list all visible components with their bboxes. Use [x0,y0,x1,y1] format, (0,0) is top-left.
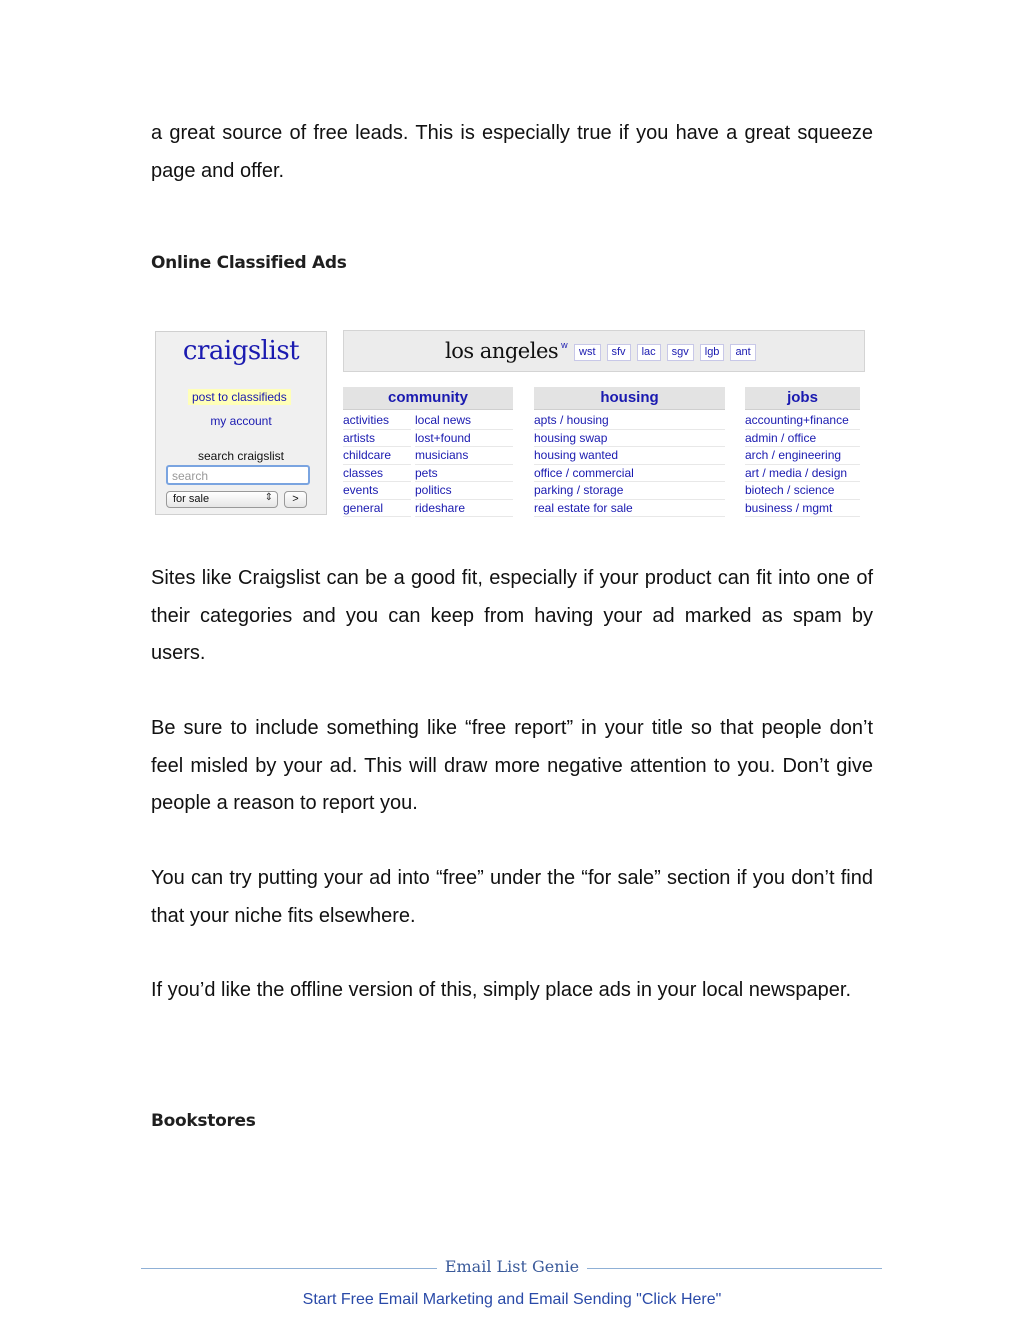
subarea-tab-wst[interactable]: wst [574,344,601,361]
craigslist-city-bar [343,330,865,372]
link-real-estate[interactable]: real estate for sale [534,500,725,518]
link-general[interactable]: general [343,500,411,518]
paragraph-free-section: You can try putting your ad into “free” under the “for sale” section if you don’t find that your niche fits elsewhere. [151,867,873,927]
subarea-tab-ant[interactable]: ant [730,344,755,361]
subarea-tab-lac[interactable]: lac [637,344,661,361]
link-activities[interactable]: activities [343,412,411,430]
city-sup-link[interactable]: w [561,340,568,350]
link-local-news[interactable]: local news [415,412,513,430]
paragraph-offline-version: If you’d like the offline version of this, simply place ads in your local newspaper. [151,979,851,1001]
jobs-heading[interactable]: jobs [745,387,860,410]
search-input[interactable]: search [166,465,310,485]
link-accounting-finance[interactable]: accounting+finance [745,412,860,430]
select-arrows-icon: ⇕ [264,492,273,503]
link-childcare[interactable]: childcare [343,447,411,465]
my-account-link[interactable]: my account [210,414,272,428]
subarea-tab-sfv[interactable]: sfv [607,344,631,361]
link-pets[interactable]: pets [415,465,513,483]
category-select-value: for sale [173,493,210,505]
footer-title-text: Email List Genie [437,1257,587,1276]
subarea-tab-sgv[interactable]: sgv [667,344,694,361]
paragraph-free-report: Be sure to include something like “free report” in your title so that people don’t feel misled by your ad. This will draw more negative attention to you. Don’t give people a reason to report you. [151,717,873,814]
link-events[interactable]: events [343,482,411,500]
link-art-media-design[interactable]: art / media / design [745,465,860,483]
link-parking-storage[interactable]: parking / storage [534,482,725,500]
subarea-tabs [574,344,756,361]
craigslist-sidebar [155,331,327,515]
housing-list [534,412,725,517]
community-list-2 [415,412,513,517]
link-artists[interactable]: artists [343,430,411,448]
link-lost-found[interactable]: lost+found [415,430,513,448]
link-arch-engineering[interactable]: arch / engineering [745,447,860,465]
housing-heading[interactable]: housing [534,387,725,410]
link-admin-office[interactable]: admin / office [745,430,860,448]
post-to-classifieds-link[interactable]: post to classifieds [188,389,291,405]
city-name [445,339,567,363]
paragraph-intro: a great source of free leads. This is especially true if you have a great squeeze page and offer. [151,122,873,182]
link-politics[interactable]: politics [415,482,513,500]
footer-cta-link[interactable]: Start Free Email Marketing and Email Sending "Click Here" [302,1291,722,1308]
city-name-text: los angeles [445,339,559,363]
link-musicians[interactable]: musicians [415,447,513,465]
craigslist-logo[interactable]: craigslist [182,336,300,366]
subarea-tab-lgb[interactable]: lgb [700,344,725,361]
link-apts-housing[interactable]: apts / housing [534,412,725,430]
link-housing-swap[interactable]: housing swap [534,430,725,448]
footer-title [0,1257,1024,1276]
link-classes[interactable]: classes [343,465,411,483]
link-rideshare[interactable]: rideshare [415,500,513,518]
search-go-button[interactable]: > [284,491,307,508]
category-select[interactable] [166,491,278,508]
jobs-section [745,387,860,515]
community-heading[interactable]: community [343,387,513,410]
link-business-mgmt[interactable]: business / mgmt [745,500,860,518]
jobs-list [745,412,860,517]
paragraph-craigslist-fit: Sites like Craigslist can be a good fit, especially if your product can fit into one of their categories and you can keep from having your ad marked as spam by users. [151,567,873,664]
community-list-1 [343,412,411,517]
craigslist-screenshot [153,329,865,517]
search-label: search craigslist [197,449,285,463]
link-office-commercial[interactable]: office / commercial [534,465,725,483]
heading-bookstores: Bookstores [151,1111,256,1131]
link-housing-wanted[interactable]: housing wanted [534,447,725,465]
community-section [343,387,513,515]
housing-section [534,387,725,515]
heading-online-classified-ads: Online Classified Ads [151,253,347,273]
link-biotech-science[interactable]: biotech / science [745,482,860,500]
